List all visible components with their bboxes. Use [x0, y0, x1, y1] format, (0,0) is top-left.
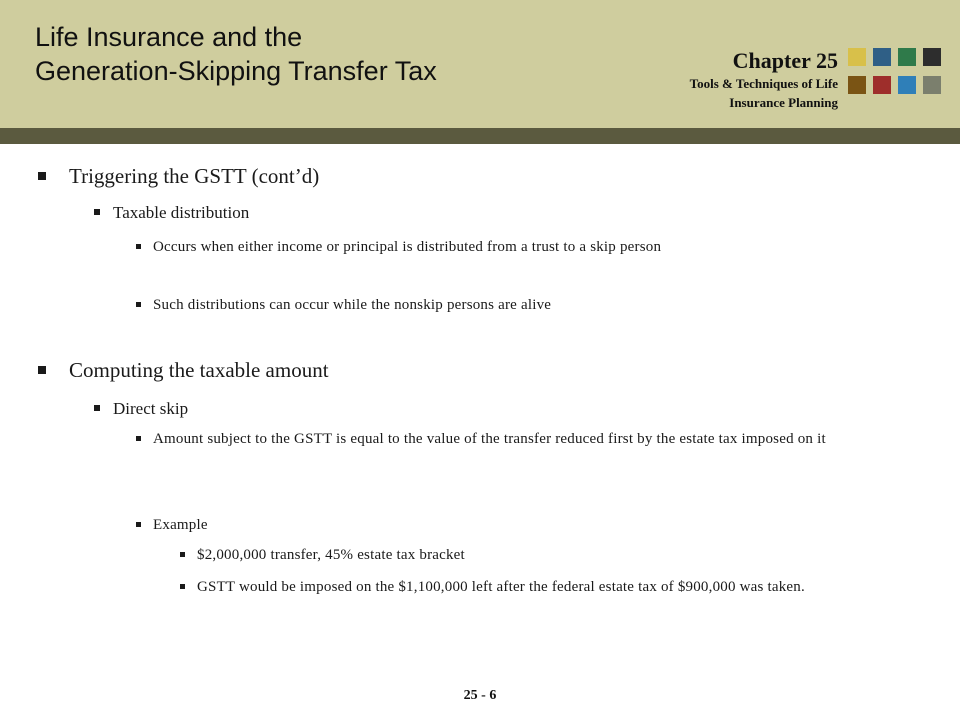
bullet-text: Computing the taxable amount: [69, 358, 329, 382]
title-line-1: Life Insurance and the: [35, 22, 303, 52]
bullet-level-3: [136, 294, 916, 316]
bullet-level-2: [94, 202, 914, 223]
square-bullet-icon: [180, 552, 185, 557]
bullet-text: Triggering the GSTT (cont’d): [69, 164, 320, 188]
bullet-level-1: [38, 358, 918, 382]
square-bullet-icon: [180, 584, 185, 589]
square-bullet-icon: [94, 209, 100, 215]
square-bullet-icon: [38, 366, 46, 374]
square-bullet-icon: [38, 172, 46, 180]
chapter-subtitle-line-1: Tools & Techniques of Life: [689, 76, 838, 91]
bullet-text: Occurs when either income or principal is distributed from a trust to a skip person: [153, 239, 662, 255]
bullet-level-3: [136, 428, 886, 450]
bullet-level-1: [38, 164, 918, 188]
bullet-text: Example: [153, 517, 208, 533]
bullet-level-3: [136, 236, 916, 258]
bullet-text: $2,000,000 transfer, 45% estate tax bracket: [197, 547, 465, 563]
square-bullet-icon: [136, 302, 141, 307]
bullet-text: Such distributions can occur while the nonskip persons are alive: [153, 297, 552, 313]
bullet-level-4: [180, 544, 910, 566]
chapter-number: Chapter 25: [732, 48, 838, 73]
bullet-level-2: [94, 398, 914, 419]
square-bullet-icon: [136, 244, 141, 249]
square-bullet-icon: [136, 522, 141, 527]
bullet-level-4: [180, 576, 880, 598]
bullet-text: GSTT would be imposed on the $1,100,000 left after the federal estate tax of $900,000 was taken.: [197, 579, 805, 595]
title-line-2: Generation-Skipping Transfer Tax: [35, 56, 437, 86]
chapter-subtitle-line-2: Insurance Planning: [729, 95, 838, 110]
bullet-level-3: [136, 514, 916, 536]
page-number: 25 - 6: [463, 688, 497, 703]
bullet-text: Taxable distribution: [113, 203, 250, 222]
bullet-text: Amount subject to the GSTT is equal to the value of the transfer reduced first by the estate tax imposed on it: [153, 431, 826, 447]
square-bullet-icon: [136, 436, 141, 441]
square-bullet-icon: [94, 405, 100, 411]
bullet-text: Direct skip: [113, 399, 189, 418]
